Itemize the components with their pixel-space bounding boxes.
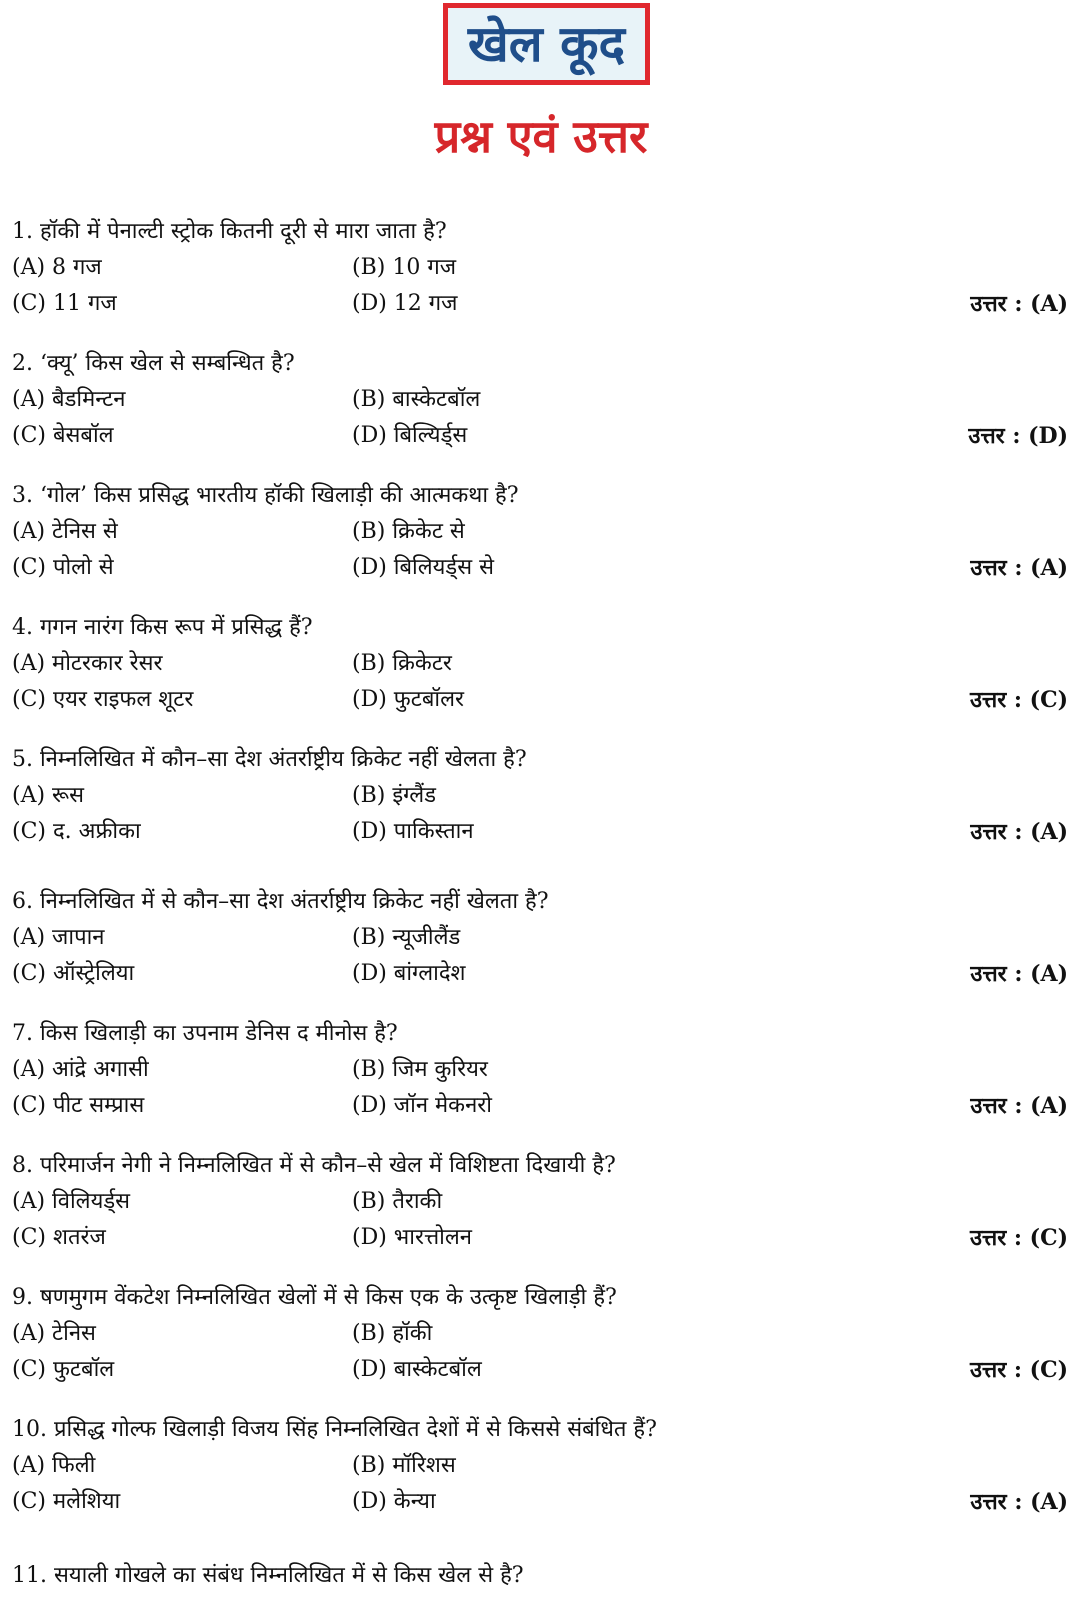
question-text: 5. निम्नलिखित में कौन–सा देश अंतर्राष्ट्रीय क्रिकेट नहीं खेलता है? [12,747,527,772]
option-a: (A) जापान [12,925,105,950]
option-d: (D) पाकिस्तान [352,819,474,844]
title-box [443,3,650,85]
question-text: 11. सयाली गोखले का संबंध निम्नलिखित में से किस खेल से है? [12,1563,524,1588]
question-text: 2. ‘क्यू’ किस खेल से सम्बन्धित है? [12,351,295,376]
option-c: (C) फुटबॉल [12,1357,115,1382]
option-b: (B) मॉरिशस [352,1453,456,1478]
option-d: (D) फुटबॉलर [352,687,465,712]
option-c: (C) पोलो से [12,555,114,580]
question-text: 4. गगन नारंग किस रूप में प्रसिद्ध हैं? [12,615,313,640]
answer-label: उत्तर : (C) [969,687,1068,713]
option-a: (A) टेनिस [12,1321,96,1346]
option-c: (C) ऑस्ट्रेलिया [12,961,135,986]
option-c: (C) मलेशिया [12,1489,121,1514]
option-c: (C) 11 गज [12,291,117,316]
question-text: 9. षणमुगम वेंकटेश निम्नलिखित खेलों में से किस एक के उत्कृष्ट खिलाड़ी हैं? [12,1285,617,1310]
page-subtitle: प्रश्न एवं उत्तर [434,110,648,163]
option-a: (A) मोटरकार रेसर [12,651,163,676]
option-d: (D) केन्या [352,1489,436,1514]
option-a: (A) 8 गज [12,255,102,280]
answer-label: उत्तर : (A) [970,555,1068,581]
option-d: (D) 12 गज [352,291,458,316]
option-b: (B) हॉकी [352,1321,433,1346]
question-text: 1. हॉकी में पेनाल्टी स्ट्रोक कितनी दूरी से मारा जाता है? [12,219,447,244]
page-title: खेल कूद [467,15,626,73]
question-text: 8. परिमार्जन नेगी ने निम्नलिखित में से कौन–से खेल में विशिष्टता दिखायी है? [12,1153,616,1178]
question-text: 6. निम्नलिखित में से कौन–सा देश अंतर्राष्ट्रीय क्रिकेट नहीं खेलता है? [12,889,549,914]
answer-label: उत्तर : (A) [970,819,1068,845]
option-b: (B) क्रिकेटर [352,651,452,676]
option-d: (D) बांग्लादेश [352,961,466,986]
option-b: (B) 10 गज [352,255,457,280]
option-c: (C) एयर राइफल शूटर [12,687,194,712]
option-d: (D) बास्केटबॉल [352,1357,482,1382]
option-b: (B) तैराकी [352,1189,443,1214]
answer-label: उत्तर : (A) [970,961,1068,987]
option-c: (C) बेसबॉल [12,423,114,448]
option-d: (D) जॉन मेकनरो [352,1093,492,1118]
option-a: (A) आंद्रे अगासी [12,1057,149,1082]
option-b: (B) न्यूजीलैंड [352,925,461,950]
option-a: (A) विलियर्ड्स [12,1189,130,1214]
answer-label: उत्तर : (C) [969,1225,1068,1251]
option-a: (A) रूस [12,783,85,808]
question-text: 3. ‘गोल’ किस प्रसिद्ध भारतीय हॉकी खिलाड़ी की आत्मकथा है? [12,483,519,508]
answer-label: उत्तर : (A) [970,1489,1068,1515]
option-b: (B) जिम कुरियर [352,1057,488,1082]
question-text: 7. किस खिलाड़ी का उपनाम डेनिस द मीनोस है? [12,1021,398,1046]
answer-label: उत्तर : (C) [969,1357,1068,1383]
option-a: (A) फिली [12,1453,96,1478]
option-d: (D) भारत्तोलन [352,1225,472,1250]
option-c: (C) पीट सम्प्रास [12,1093,145,1118]
option-b: (B) क्रिकेट से [352,519,465,544]
option-d: (D) बिल्यिर्ड्स [352,423,468,448]
question-text: 10. प्रसिद्ध गोल्फ खिलाड़ी विजय सिंह निम्नलिखित देशों में से किससे संबंधित हैं? [12,1417,657,1442]
answer-label: उत्तर : (A) [970,1093,1068,1119]
option-c: (C) शतरंज [12,1225,106,1250]
answer-label: उत्तर : (D) [968,423,1068,449]
option-d: (D) बिलियर्ड्स से [352,555,494,580]
option-a: (A) बैडमिन्टन [12,387,126,412]
option-a: (A) टेनिस से [12,519,118,544]
answer-label: उत्तर : (A) [970,291,1068,317]
option-b: (B) बास्केटबॉल [352,387,481,412]
option-b: (B) इंग्लैंड [352,783,436,808]
option-c: (C) द. अफ्रीका [12,819,141,844]
